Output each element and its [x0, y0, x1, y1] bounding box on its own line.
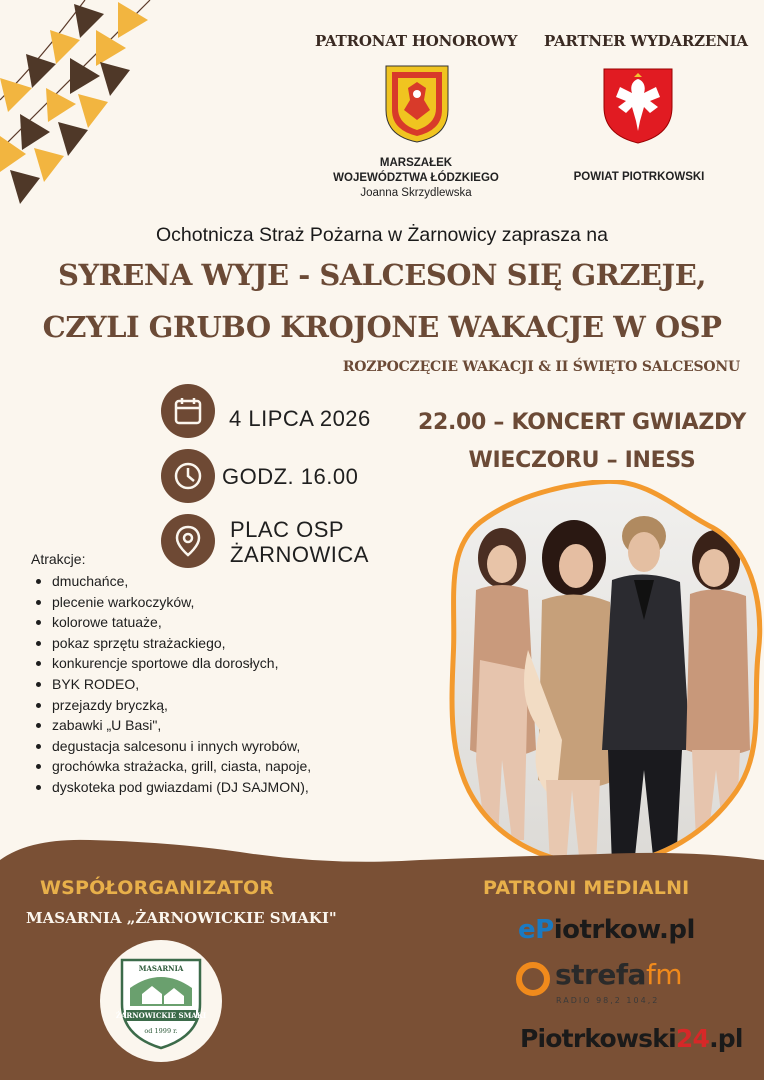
patronat-honorowy-heading: PATRONAT HONOROWY: [315, 32, 518, 50]
strefa-fm-logo-part1: strefa: [555, 958, 646, 991]
attraction-item: dyskoteka pod gwiazdami (DJ SAJMON),: [30, 777, 390, 798]
epiotrkow-logo-part2: iotrkow.pl: [553, 915, 695, 945]
attraction-item: plecenie warkoczyków,: [30, 592, 390, 613]
attraction-item: przejazdy bryczką,: [30, 695, 390, 716]
powiat-label: POWIAT PIOTRKOWSKI: [573, 171, 705, 183]
epiotrkow-logo-part1: eP: [518, 915, 554, 945]
intro-text: Ochotnicza Straż Pożarna w Żarnowicy zaprasza na: [156, 224, 608, 246]
epiotrkow-logo: [518, 915, 695, 945]
concert-line1: 22.00 – KONCERT GWIAZDY: [417, 410, 747, 435]
piotrkowski24-logo: [520, 1024, 743, 1053]
badge-since-text: od 1999 r.: [144, 1027, 178, 1035]
marszalek-label: [316, 156, 516, 201]
attraction-item: zabawki „U Basi",: [30, 715, 390, 736]
subtitle: ROZPOCZĘCIE WAKACJI & II ŚWIĘTO SALCESONU: [342, 359, 740, 375]
powiat-coat-of-arms-icon: [602, 67, 674, 145]
attraction-item: konkurencje sportowe dla dorosłych,: [30, 653, 390, 674]
title-line2: CZYLI GRUBO KROJONE WAKACJE W OSP: [42, 310, 722, 344]
event-place-line2: ŻARNOWICA: [230, 542, 369, 567]
calendar-icon: [161, 384, 215, 438]
event-place-line1: PLAC OSP: [230, 517, 345, 542]
marszalek-line2: WOJEWÓDZTWA ŁÓDZKIEGO: [333, 172, 499, 184]
piotrkowski24-logo-part1: Piotrkowski: [520, 1024, 676, 1053]
marszalek-line1: MARSZAŁEK: [379, 157, 453, 169]
concert-line2: WIECZORU – INESS: [468, 448, 696, 473]
partner-wydarzenia-heading: PARTNER WYDARZENIA: [544, 32, 748, 50]
attraction-item: BYK RODEO,: [30, 674, 390, 695]
event-time: GODZ. 16.00: [222, 464, 359, 489]
band-photo: [446, 480, 764, 866]
bunting-decoration: [0, 0, 160, 210]
piotrkowski24-logo-part3: .pl: [709, 1024, 743, 1053]
strefa-fm-logo-part2: fm: [645, 958, 683, 991]
event-place: [230, 517, 369, 567]
strefa-fm-icon: [516, 962, 550, 996]
marszalek-name: Joanna Skrzydlewska: [360, 187, 472, 199]
strefa-fm-frequencies: RADIO 98,2 104,2: [556, 996, 660, 1005]
attraction-item: degustacja salcesonu i innych wyrobów,: [30, 736, 390, 757]
event-date: 4 LIPCA 2026: [229, 406, 371, 431]
attraction-item: kolorowe tatuaże,: [30, 612, 390, 633]
concert-info: [412, 404, 752, 480]
attraction-item: dmuchańce,: [30, 571, 390, 592]
masarnia-badge-logo: [100, 940, 222, 1062]
title-line1: SYRENA WYJE - SALCESON SIĘ GRZEJE,: [58, 258, 706, 292]
coorganizer-heading: WSPÓŁORGANIZATOR: [40, 877, 275, 899]
lodzkie-coat-of-arms-icon: [384, 64, 450, 144]
attractions-list: [30, 571, 390, 798]
attraction-item: grochówka strażacka, grill, ciasta, napoje,: [30, 756, 390, 777]
strefa-fm-logo: [555, 958, 682, 991]
attractions-heading: Atrakcje:: [31, 551, 86, 567]
badge-name-text: ŻARNOWICKIE SMAKI: [115, 1011, 207, 1020]
clock-icon: [161, 449, 215, 503]
location-pin-icon: [161, 514, 215, 568]
attraction-item: pokaz sprzętu strażackiego,: [30, 633, 390, 654]
piotrkowski24-logo-part2: 24: [675, 1024, 710, 1053]
coorganizer-name: MASARNIA „ŻARNOWICKIE SMAKI": [26, 909, 337, 927]
media-patrons-heading: PATRONI MEDIALNI: [483, 877, 690, 899]
badge-top-text: MASARNIA: [138, 964, 184, 973]
